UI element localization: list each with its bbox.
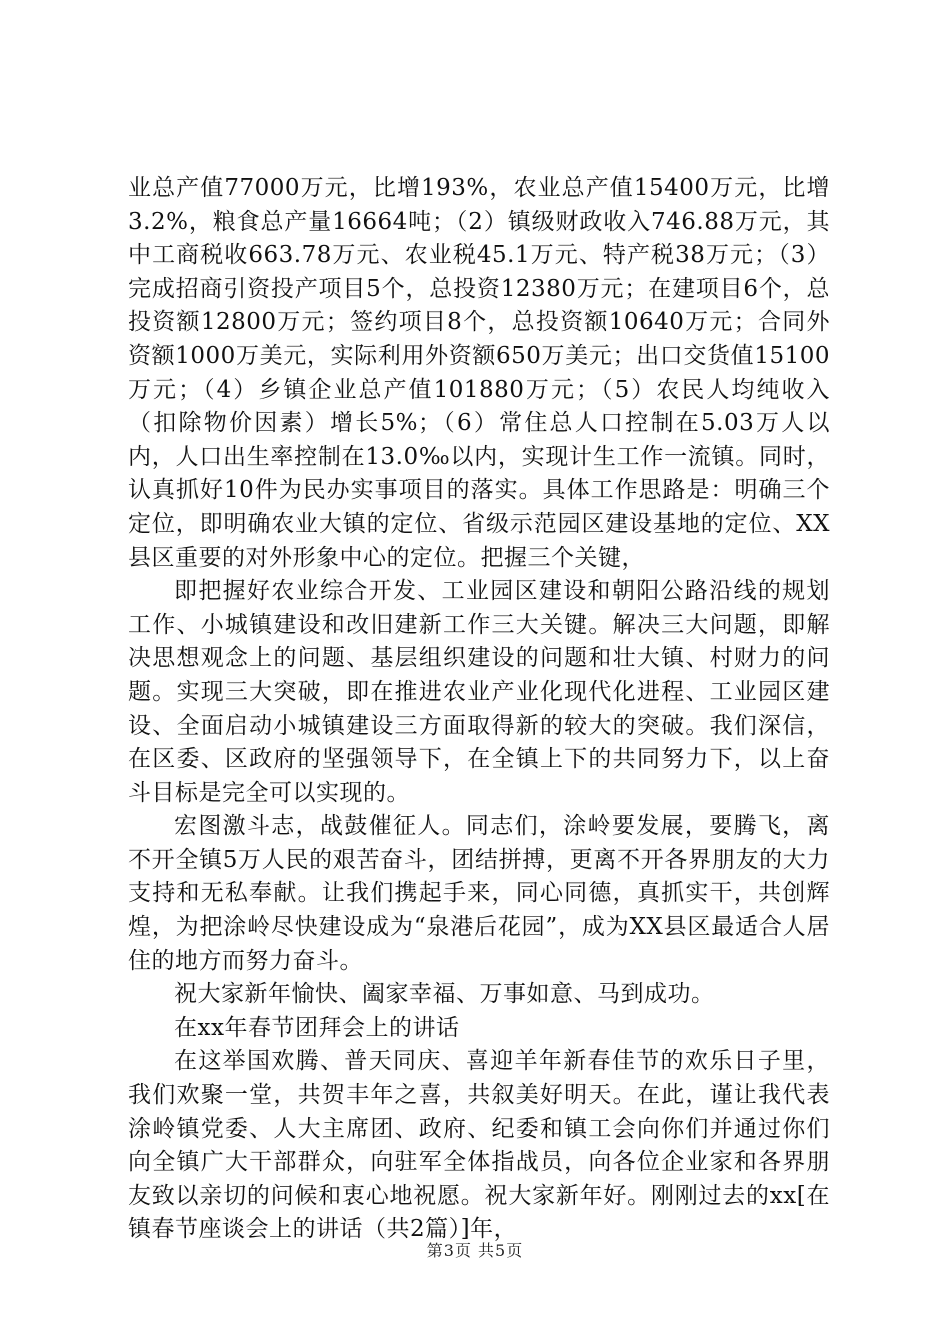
section-title: 在xx年春节团拜会上的讲话	[174, 1014, 460, 1041]
paragraph-speech-opening: 在这举国欢腾、普天同庆、喜迎羊年新春佳节的欢乐日子里，我们欢聚一堂，共贺丰年之喜，共叙美好明天。在此，谨让我代表涂岭镇党委、人大主席团、政府、纪委和镇工会向你们并通过你们向全镇广大干部群众，向驻军全体指战员，向各位企业家和各界朋友致以亲切的问候和衷心地祝愿。祝大家新年好。刚刚过去的xx[在镇春节座谈会上的讲话（共2篇）]年，	[128, 1048, 830, 1243]
document-body	[128, 172, 830, 1247]
paragraph-continuation: 业总产值77000万元，比增193%，农业总产值15400万元，比增3.2%，粮食总产量16664吨；（2）镇级财政收入746.88万元，其中工商税收663.78万元、农业税45.1万元、特产税38万元；（3）完成招商引资投产项目5个，总投资12380万元；在建项目6个，总投资额12800万元；签约项目8个，总投资额10640万元；合同外资额1000万美元，实际利用外资额650万美元；出口交货值15100万元；（4）乡镇企业总产值101880万元；（5）农民人均纯收入（扣除物价因素）增长5%；（6）常住总人口控制在5.03万人以内，人口出生率控制在13.0‰以内，实现计生工作一流镇。同时，认真抓好10件为民办实事项目的落实。具体工作思路是：明确三个定位，即明确农业大镇的定位、省级示范园区建设基地的定位、XX县区重要的对外形象中心的定位。把握三个关键，	[128, 175, 830, 571]
paragraph-call-to-action: 宏图激斗志，战鼓催征人。同志们，涂岭要发展，要腾飞，离不开全镇5万人民的艰苦奋斗，团结拼搏，更离不开各界朋友的大力支持和无私奉献。让我们携起手来，同心同德，真抓实干，共创辉煌，为把涂岭尽快建设成为“泉港后花园”，成为XX县区最适合人居住的地方而努力奋斗。	[128, 813, 830, 974]
paragraph-greeting: 祝大家新年愉快、阖家幸福、万事如意、马到成功。	[174, 981, 715, 1008]
page-number-footer: 第3页 共5页	[426, 1241, 524, 1260]
paragraph-key-points: 即把握好农业综合开发、工业园区建设和朝阳公路沿线的规划工作、小城镇建设和改旧建新工作三大关键。解决三大问题，即解决思想观念上的问题、基层组织建设的问题和壮大镇、村财力的问题。实现三大突破，即在推进农业产业化现代化进程、工业园区建设、全面启动小城镇建设三方面取得新的较大的突破。我们深信，在区委、区政府的坚强领导下，在全镇上下的共同努力下，以上奋斗目标是完全可以实现的。	[128, 578, 830, 806]
